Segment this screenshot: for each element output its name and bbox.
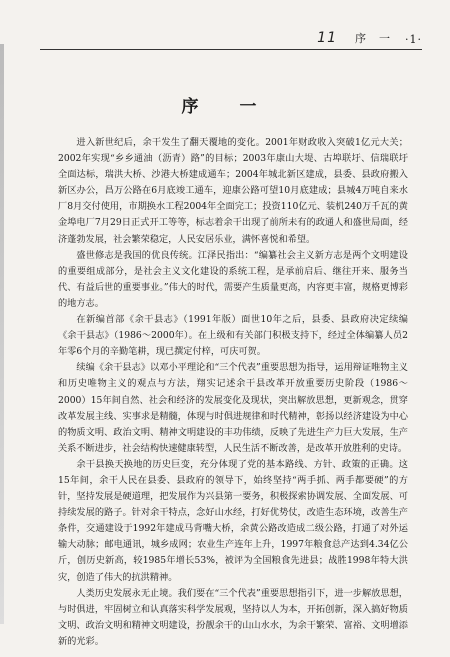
chapter-title: 序 一 [181,97,269,117]
paragraph: 人类历史发展永无止境。我们要在“三个代表”重要思想指引下，进一步解放思想，与时俱进，牢固树立和认真落实科学发展观，坚持以人为本，开拓创新，深入搞好物质文明、政治文明和精神文明建设，扮靓余干的山山水水，为余干繁荣、富裕、文明增添新的光彩。 [58,587,408,647]
running-header-title: 序 一 [355,32,391,45]
page-number: ·1· [405,33,422,46]
handwritten-mark: 11 [317,30,337,46]
paragraph: 续编《余干县志》以邓小平理论和“三个代表”重要思想为指导，运用辩证唯物主义和历史唯物主义的观点与方法，翔实记述余干县改革开放重要历史阶段（1986～2000）15年间自然、社会和经济的发展变化及现状，突出解放思想，更新观念，贯穿改革发展主线、实事求是精髓，体现与时俱进规律和时代精神，彰扬以经济建设为中心的物质文明、政治文明、精神文明建设的丰功伟绩，反映了先进生产力巨大发展，生产关系不断进步，社会结构快速健康转型，人民生活不断改善，是改革开放胜利的史诗。 [58,362,408,454]
header-rule [40,49,422,50]
paragraph: 在新编首部《余干县志》（1991年版）面世10年之后，县委、县政府决定续编《余干县志》（1986～2000年）。在上级和有关部门积极支持下，经过全体编纂人员2年零6个月的辛勤笔耕，现已撰定付梓，可庆可贺。 [58,314,408,358]
paragraph: 进入新世纪后，余干发生了翻天覆地的变化。2001年财政收入突破1亿元大关；2002年实现“乡乡通油（沥青）路”的目标；2003年康山大堤、古埠联圩、信瑞联圩全面达标，瑞洪大桥、沙港大桥建成通车；2004年城北新区建成，县委、县政府搬入新区办公，昌万公路在6月底竣工通车，迎康公路可望10月底建成；县城4万吨自来水厂8月交付使用，市期换水工程2004年全面完工；投资110亿元、装机240万千瓦的黄金埠电厂7月29日正式开工等等，标志着余干出现了前所未有的政通人和盛世局面，经济蓬勃发展，社会繁荣稳定，人民安居乐业，满怀喜悦和希望。 [58,137,408,245]
paragraph: 余干县换天换地的历史巨变，充分体现了党的基本路线、方针、政策的正确。这15年间，余干人民在县委、县政府的领导下，始终坚持“两手抓、两手都要硬”的方针，坚持发展是硬道理，把发展作为兴县第一要务，积极探索协调发展、全面发展、可持续发展的路子。针对余干特点，念好山水经，打好优势仗，改造生态环境，改善生产条件，交通建设于1992年建成马背嘴大桥，余黄公路改造成二级公路，打通了对外运输大动脉；邮电通讯，城乡成网；农业生产连年上升，1997年粮食总产达到4.34亿公斤，创历史新高，较1985年增长53%，被评为全国粮食先进县；战胜1998年特大洪灾，创造了伟大的抗洪精神。 [58,458,408,583]
running-header [40,30,422,46]
page-edge-shadow [0,44,4,624]
paragraph: 盛世修志是我国的优良传统。江泽民指出：“编纂社会主义新方志是两个文明建设的重要组成部分，是社会主义文化建设的系统工程，是承前启后、继往开来、服务当代、有益后世的重要事业。”伟大的时代，需要产生质量更高，内容更丰富，规格更博彩的地方志。 [58,249,408,309]
body-text [58,135,408,650]
